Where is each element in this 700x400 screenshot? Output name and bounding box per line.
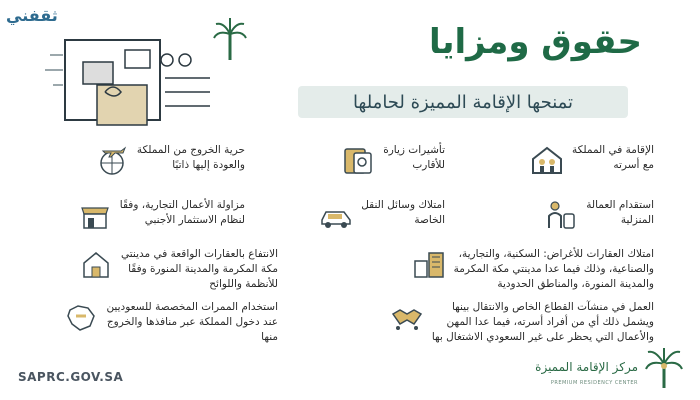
shop-store-icon [78, 198, 112, 232]
palm-logo-icon [212, 16, 248, 62]
subtitle-banner [298, 86, 628, 118]
benefit-vehicles: امتلاك وسائل النقل الخاصة [319, 198, 445, 232]
site-logo-text: ثقفني [6, 6, 58, 25]
benefit-holy-cities-usage: الانتفاع بالعقارات الواقعة في مدينتي مكة المكرمة والمدينة المنورة وفقًا للأنظمة واللوائح [79, 247, 278, 292]
handshake-icon [390, 300, 424, 334]
page-title: حقوق ومزايا [428, 22, 642, 62]
family-house-icon [530, 143, 564, 177]
logo-name: مركز الإقامة المميزة [535, 360, 638, 374]
website-url[interactable]: SAPRC.GOV.SA [18, 370, 124, 384]
benefit-private-sector-work: العمل في منشآت القطاع الخاص والانتقال بينها ويشمل ذلك أي من أفراد أسرته، فيما عدا المهن والأعمال التي يحظر على غير السعودي الاشتغال بها [390, 300, 654, 345]
benefit-property-ownership: امتلاك العقارات للأغراض: السكنية، والتجارية، والصناعية، وذلك فيما عدا مدينتي مكة المكرمة والمدينة المنورة، والمناطق الحدودية [412, 247, 654, 292]
subtitle-text: تمنحها الإقامة المميزة لحاملها [352, 91, 574, 113]
benefit-exit-return: حرية الخروج من المملكة والعودة إليها ذاتيًا [95, 143, 245, 177]
benefit-domestic-workers: استقدام العمالة المنزلية [544, 198, 654, 232]
car-icon [319, 198, 353, 232]
benefit-citizen-lanes: استخدام الممرات المخصصة للسعوديين عند دخول المملكة عبر منافذها والخروج منها [64, 300, 278, 345]
premium-residency-logo-icon [642, 346, 686, 390]
benefit-business: مزاولة الأعمال التجارية، وفقًا لنظام الاستثمار الأجنبي [78, 198, 245, 232]
logo-subtitle: PREMIUM RESIDENCY CENTER [550, 380, 638, 386]
holy-city-house-icon [79, 247, 113, 281]
benefit-visit-visas: تأشيرات زيارة للأقارب [341, 143, 445, 177]
saudi-map-icon [64, 300, 98, 334]
site-logo[interactable] [6, 6, 58, 25]
benefit-residence-family: الإقامة في المملكة مع أسرته [530, 143, 654, 177]
airplane-globe-icon [95, 143, 129, 177]
domestic-worker-icon [544, 198, 578, 232]
real-estate-icon [412, 247, 446, 281]
document-illustration-icon [45, 30, 215, 140]
visa-passport-icon [341, 143, 375, 177]
